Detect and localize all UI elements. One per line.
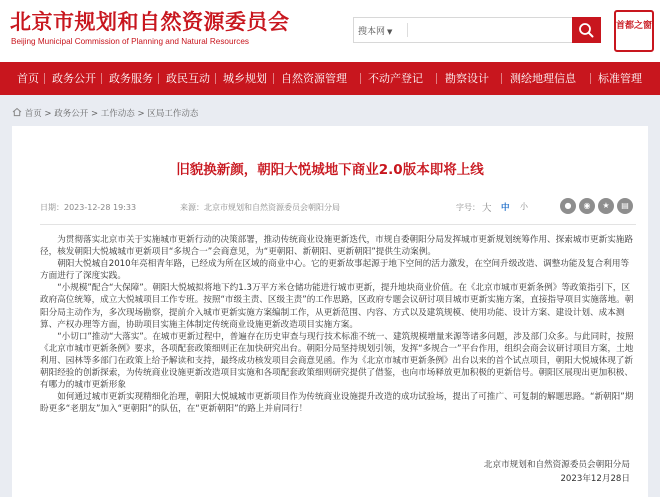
article-date: 日期：2023-12-28 19:33: [40, 203, 137, 212]
search-scope-label: 搜本网: [358, 27, 386, 37]
article-source: 来源：北京市规划和自然资源委员会朝阳分局: [180, 203, 340, 212]
seal-text: 首都之窗: [616, 21, 653, 31]
nav-item-geo-info[interactable]: 测绘地理信息: [510, 72, 576, 85]
article-signature: [484, 459, 630, 486]
site-header: [0, 0, 660, 62]
search-scope-select[interactable]: [358, 24, 392, 37]
breadcrumb-separator: >: [90, 109, 101, 119]
breadcrumb-separator: >: [137, 109, 148, 119]
search-icon: [572, 17, 601, 43]
breadcrumb-gov-affairs[interactable]: 政务公开: [54, 109, 89, 119]
article-title: 旧貌换新颜，朝阳大悦城地下商业2.0版本即将上线: [176, 162, 484, 178]
nav-item-home[interactable]: 首页: [17, 72, 39, 85]
breadcrumb: [12, 107, 198, 119]
nav-separator: [158, 73, 159, 84]
nav-separator: [101, 73, 102, 84]
share-qzone-button[interactable]: [598, 198, 614, 214]
breadcrumb-work-news[interactable]: 工作动态: [100, 109, 135, 119]
share-weibo-button[interactable]: [579, 198, 595, 214]
signature-date: 2023年12月28日: [560, 473, 630, 484]
wechat-icon: ●: [564, 201, 572, 210]
breadcrumb-home[interactable]: 首页: [24, 109, 42, 119]
nav-separator: [215, 73, 216, 84]
home-icon: [12, 107, 22, 117]
chevron-down-icon: ▼: [387, 28, 393, 36]
nav-separator: [590, 73, 591, 84]
breadcrumb-separator: >: [44, 109, 55, 119]
font-size-medium-button[interactable]: 中: [501, 203, 510, 213]
nav-item-natural-resources[interactable]: 自然资源管理: [281, 72, 347, 85]
nav-separator: [436, 73, 437, 84]
qzone-icon: ★: [602, 201, 610, 210]
article-paragraph: “小切口”推动“大落实”。在城市更新过程中，普遍存在历史审查与现行技术标准不统一、建筑规模增量来源等诸多问题，涉及部门众多。与此同时，按照《北京市城市更新条例》要求，各项配套政策细则正在加快研究出台。朝阳分局坚持规划引领，发挥“多规合一”平台作用，组织会商会议研讨项目方案，土地利用、园林等多部门在政策上给予解读和支持，最终成功核发项目会商意见函。作为《北京市城市更新条例》出台以来的首个试点项目，朝阳大悦城体现了新朝阳经验的创新探索，为传统商业设施更新改造项目实施和各项配套政策细则研究提供了借鉴，也向市场释放更加积极的更新信号。朝阳区展现出更加积极、有哪力的城市更新形象: [40, 331, 634, 391]
breadcrumb-district-news[interactable]: 区局工作动态: [147, 109, 199, 119]
article-paragraph: 为贯彻落实北京市关于实施城市更新行动的决策部署，推动传统商业设施更新迭代，市规自委朝阳分局发挥城市更新规划统筹作用、探索城市更新实施路径，核发朝阳大悦城城市更新项目“多规合一”会商意见，为“更朝阳、新朝阳、更新朝阳”提供生动案例。: [40, 235, 633, 258]
print-icon: ▤: [621, 201, 629, 210]
nav-separator: [501, 73, 502, 84]
nav-item-survey-design[interactable]: 勘察设计: [445, 72, 489, 85]
capital-window-seal[interactable]: [614, 10, 654, 52]
nav-separator: [360, 73, 361, 84]
weibo-icon: ◉: [583, 201, 591, 210]
meta-divider: [40, 224, 636, 225]
nav-item-interaction[interactable]: 政民互动: [166, 72, 210, 85]
share-wechat-button[interactable]: [560, 198, 576, 214]
search-input[interactable]: [412, 22, 562, 38]
font-size-label: 字号：: [456, 203, 480, 212]
signature-org: 北京市规划和自然资源委员会朝阳分局: [483, 460, 630, 470]
nav-separator: [44, 73, 45, 84]
font-size-large-button[interactable]: 大: [482, 203, 492, 214]
nav-item-gov-service[interactable]: 政务服务: [109, 72, 153, 85]
search-divider: [407, 23, 408, 37]
nav-item-standards[interactable]: 标准管理: [598, 72, 642, 85]
article-paragraph: “小规模”配合“大保障”。朝阳大悦城拟将地下约1.3万平方米仓储功能进行城市更新，提升地块商业价值。在《北京市城市更新条例》等政策指引下，区政府高位统筹，成立大悦城项目工作专班。按照“市级主责、区级主责”的工作思路，区政府专题会议研讨项目城市更新实施方案，直接指导项目实施落地。朝阳分局主动作为，多次现场勘察，提前介入城市更新实施方案编制工作，从更新范围、内容、方式以及建筑规模、使用功能、设计方案、建设计划、成本测算、产权办理等方面，协助项目实施主体制定传统商业设施更新改造项目实施方案。: [40, 283, 634, 330]
article-meta: [40, 198, 636, 216]
search-button[interactable]: [572, 17, 601, 43]
search-box: [353, 17, 601, 43]
article-paragraph: 如何通过城市更新实现精细化治理，朝阳大悦城城市更新项目作为传统商业设施提升改造的成功试验场，提出了可推广、可复制的解题思路。“新朝阳”期盼更多“老朋友”加入“更朝阳”的队伍，在“更新朝阳”的路上并肩同行！: [40, 392, 634, 415]
print-button[interactable]: [617, 198, 633, 214]
article-panel: [12, 126, 648, 497]
font-size-small-button[interactable]: 小: [520, 202, 528, 211]
nav-item-property-registration[interactable]: 不动产登记: [368, 72, 423, 85]
article-body: [40, 234, 636, 415]
nav-item-urban-planning[interactable]: 城乡规划: [223, 72, 267, 85]
site-logo-title[interactable]: 北京市规划和自然资源委员会: [10, 10, 290, 34]
article-paragraph: 朝阳大悦城自2010年亮相青年路，已经成为所在区域的商业中心。它的更新故事起源于地下空间的活力激发，在空间升级改造、调整功能及复合利用等方面进行了深度实践。: [40, 259, 630, 282]
nav-separator: [273, 73, 274, 84]
site-logo-subtitle: Beijing Municipal Commission of Planning and Natural Resources: [11, 37, 250, 46]
nav-item-gov-affairs[interactable]: 政务公开: [52, 72, 96, 85]
main-nav: [0, 62, 660, 95]
